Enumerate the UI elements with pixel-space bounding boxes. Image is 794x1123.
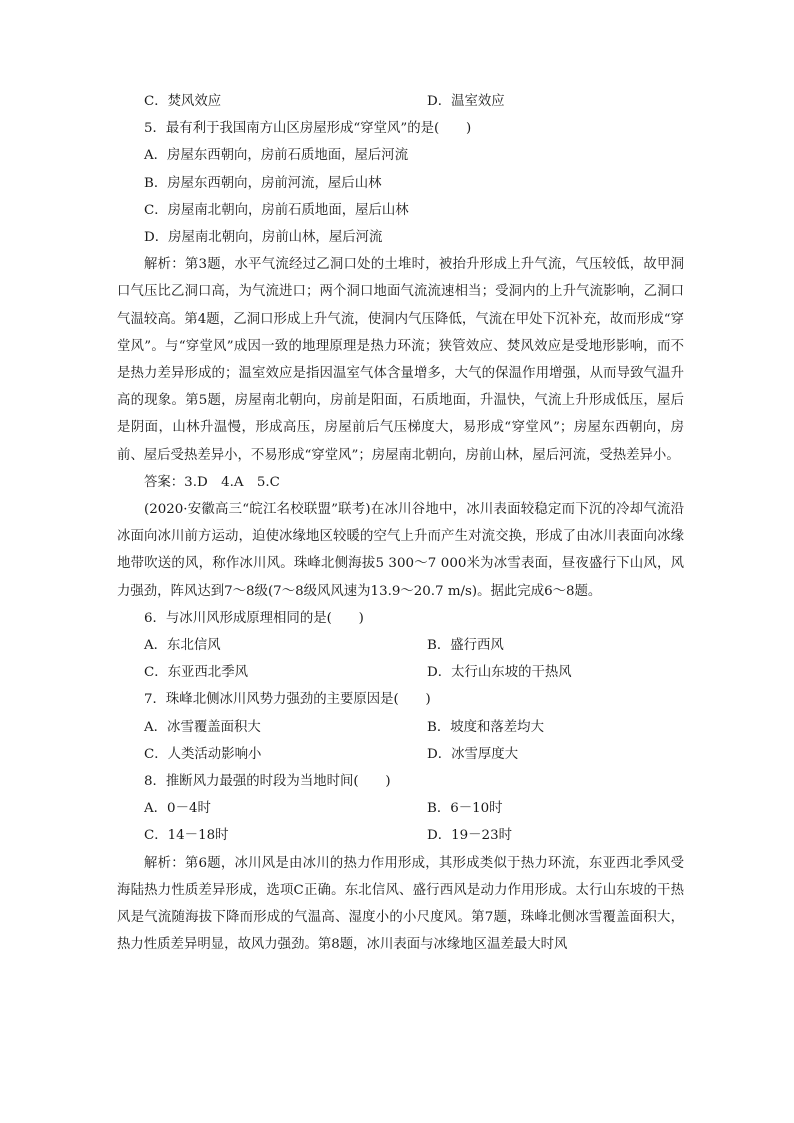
answer-q3-5: 答案：3.D 4.A 5.C	[144, 474, 280, 490]
q5-option-c: C．房屋南北朝向，房前石质地面，屋后山林	[144, 202, 409, 218]
q8-options-row-2	[117, 822, 684, 849]
q7-options-row-2	[117, 741, 684, 768]
q7-option-c: C．人类活动影响小	[144, 746, 262, 762]
q6-options-row-2	[117, 659, 684, 686]
q6-stem: 6．与冰川风形成原理相同的是( )	[144, 610, 364, 626]
q7-options-row-1	[117, 714, 684, 741]
q6-option-b: B．盛行西风	[427, 638, 504, 654]
q5-stem: 5．最有利于我国南方山区房屋形成“穿堂风”的是( )	[144, 121, 472, 137]
q7-option-d: D．冰雪厚度大	[427, 746, 519, 762]
q6-option-c: C．东亚西北季风	[144, 665, 248, 681]
q6-options-row-1	[117, 632, 684, 659]
analysis-q3-5: 解析：第3题，水平气流经过乙洞口处的土堆时，被抬升形成上升气流，气压较低，故甲洞口气压比乙洞口高，为气流进口；两个洞口地面气流流速相当；受洞内的上升气流影响，乙洞口气温较高。第4题，乙洞口形成上升气流，使洞内气压降低，气流在甲处下沉补充，故而形成“穿堂风”。与“穿堂风”成因一致的地理原理是热力环流；狭管效应、焚风效应是受地形影响，而不是热力差异形成的；温室效应是指因温室气体含量增多，大气的保温作用增强，从而导致气温升高的现象。第5题，房屋南北朝向，房前是阳面，石质地面，升温快，气流上升形成低压，屋后是阴面，山林升温慢，形成高压，房屋前后气压梯度大，易形成“穿堂风”；房屋东西朝向，房前、屋后受热差异小，不易形成“穿堂风”；房屋南北朝向，房前山林，屋后河流，受热差异小。	[117, 257, 684, 463]
q4-options-row	[117, 88, 684, 115]
q8-option-d: D．19－23时	[427, 828, 512, 844]
q6-option-d: D．太行山东坡的干热风	[427, 665, 572, 681]
q6-option-a: A．东北信风	[144, 638, 221, 654]
q7-stem: 7．珠峰北侧冰川风势力强劲的主要原因是( )	[144, 692, 431, 708]
q5-option-b: B．房屋东西朝向，房前河流，屋后山林	[144, 175, 382, 191]
q5-option-d: D．房屋南北朝向，房前山林，屋后河流	[144, 230, 383, 246]
analysis-q6-8: 解析：第6题，冰川风是由冰川的热力作用形成，其形成类似于热力环流，东亚西北季风受海陆热力性质差异形成，选项C正确。东北信风、盛行西风是动力作用形成。太行山东坡的干热风是气流随海拔下降而形成的气温高、湿度小的小尺度风。第7题，珠峰北侧冰雪覆盖面积大，热力性质差异明显，故风力强劲。第8题，冰川表面与冰缘地区温差最大时风	[117, 855, 684, 953]
q8-stem: 8．推断风力最强的时段为当地时间( )	[144, 774, 391, 790]
q4-option-d: D．温室效应	[427, 94, 505, 109]
material-intro: (2020·安徽高三“皖江名校联盟”联考)在冰川谷地中，冰川表面较稳定而下沉的冷却气流沿冰面向冰川前方运动，迫使冰缘地区较暖的空气上升而产生对流交换，形成了由冰川表面向冰缘地带吹送的风，称作冰川风。珠峰北侧海拔5 300～7 000米为冰雪表面，昼夜盛行下山风，风力强劲，阵风达到7～8级(7～8级风风速为13.9～20.7 m/s)。据此完成6～8题。	[117, 502, 684, 599]
q8-option-a: A．0－4时	[144, 801, 211, 817]
q8-option-c: C．14－18时	[144, 828, 229, 844]
q5-option-a: A．房屋东西朝向，房前石质地面，屋后河流	[144, 148, 409, 164]
q8-option-b: B．6－10时	[427, 801, 503, 817]
q4-option-c: C．焚风效应	[144, 94, 222, 109]
q7-option-a: A．冰雪覆盖面积大	[144, 719, 261, 735]
q8-options-row-1	[117, 795, 684, 822]
q7-option-b: B．坡度和落差均大	[427, 719, 544, 735]
